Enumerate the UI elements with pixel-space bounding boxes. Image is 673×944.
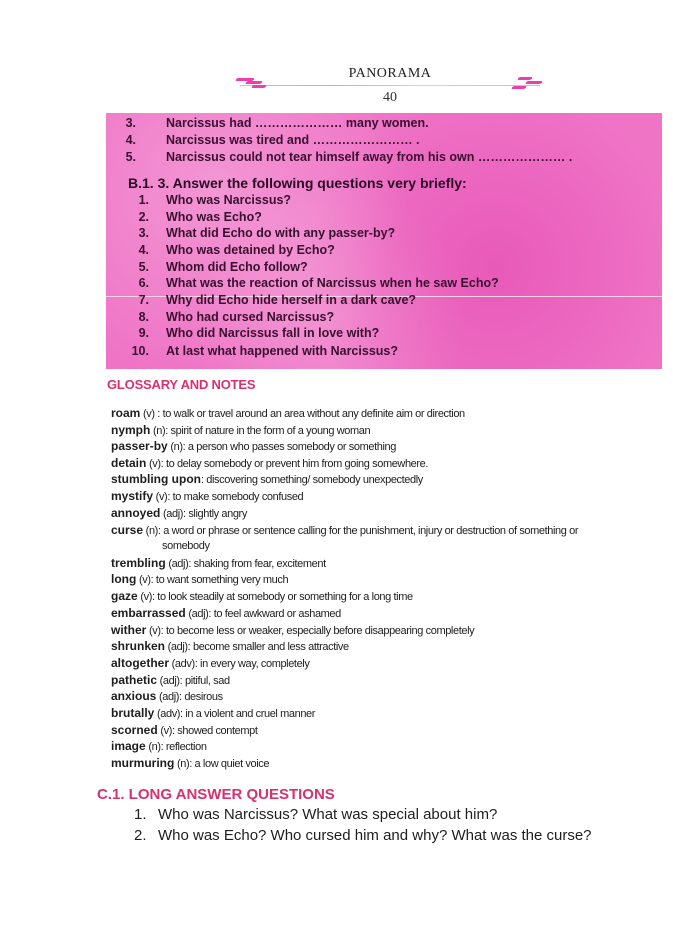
glossary-definition: (adj): slightly angry bbox=[160, 508, 247, 520]
question-number: 10. bbox=[131, 344, 149, 358]
glossary-definition-continuation: somebody bbox=[162, 540, 210, 552]
glossary-entry bbox=[111, 472, 423, 486]
glossary-entry bbox=[111, 739, 207, 753]
glossary-term: curse bbox=[111, 523, 144, 537]
question-number: 8. bbox=[138, 310, 149, 324]
question-text: What was the reaction of Narcissus when he saw Echo? bbox=[166, 276, 499, 290]
question-text: Who was Narcissus? What was special about him? bbox=[158, 806, 498, 823]
glossary-definition: (n): a low quiet voice bbox=[174, 758, 270, 770]
question-number: 6. bbox=[138, 276, 149, 290]
glossary-term: murmuring bbox=[111, 756, 175, 770]
glossary-term: altogether bbox=[111, 656, 170, 670]
question-text: Who was detained by Echo? bbox=[166, 243, 335, 257]
glossary-term: nymph bbox=[111, 423, 151, 437]
glossary-entry bbox=[111, 639, 349, 653]
question-text: At last what happened with Narcissus? bbox=[166, 344, 398, 358]
header-decoration-left bbox=[251, 85, 267, 88]
question-text: Who was Narcissus? bbox=[166, 193, 292, 207]
section-c-heading: C.1. LONG ANSWER QUESTIONS bbox=[97, 786, 335, 803]
glossary-entry bbox=[111, 506, 247, 520]
item-number: 3. bbox=[125, 116, 136, 130]
glossary-definition: (adv): in a violent and cruel manner bbox=[154, 708, 316, 720]
question-text: What did Echo do with any passer-by? bbox=[166, 226, 396, 240]
section-b-heading: B.1. 3. Answer the following questions very briefly: bbox=[128, 175, 467, 191]
item-number: 5. bbox=[125, 150, 136, 164]
glossary-term: detain bbox=[111, 456, 147, 470]
glossary-heading: GLOSSARY AND NOTES bbox=[107, 377, 256, 392]
glossary-entry bbox=[111, 406, 465, 420]
page-header bbox=[230, 62, 550, 112]
glossary-entry bbox=[111, 706, 315, 720]
glossary-definition: (n): reflection bbox=[145, 741, 207, 753]
glossary-definition: (adv): in every way, completely bbox=[169, 658, 310, 670]
glossary-entry bbox=[111, 423, 370, 437]
glossary-definition: (v) : to walk or travel around an area without any definite aim or direction bbox=[140, 408, 465, 420]
glossary-entry bbox=[111, 456, 428, 470]
question-number: 3. bbox=[138, 226, 149, 240]
glossary-entry bbox=[111, 489, 303, 503]
glossary-term: long bbox=[111, 572, 137, 586]
glossary-definition: (adj): desirous bbox=[156, 691, 223, 703]
question-number: 5. bbox=[138, 260, 149, 274]
glossary-definition: (v): to want something very much bbox=[136, 574, 289, 586]
glossary-definition: (n): spirit of nature in the form of a young woman bbox=[150, 425, 371, 437]
question-number: 4. bbox=[138, 243, 149, 257]
question-number: 7. bbox=[138, 293, 149, 307]
glossary-term: mystify bbox=[111, 489, 154, 503]
glossary-term: brutally bbox=[111, 706, 155, 720]
glossary-definition: (v): to delay somebody or prevent him from going somewhere. bbox=[146, 458, 429, 470]
item-text: Narcissus had ………………… many women. bbox=[166, 116, 429, 130]
glossary-definition: (v): showed contempt bbox=[157, 725, 258, 737]
glossary-term: stumbling upon bbox=[111, 472, 201, 486]
question-text: Who did Narcissus fall in love with? bbox=[166, 326, 380, 340]
book-title: PANORAMA bbox=[348, 66, 432, 81]
item-text: Narcissus could not tear himself away from his own ………………… . bbox=[166, 150, 573, 164]
glossary-entry bbox=[111, 723, 258, 737]
question-number: 2. bbox=[134, 827, 147, 844]
glossary-entry bbox=[111, 673, 230, 687]
glossary-definition: (adj): shaking from fear, excitement bbox=[165, 558, 326, 570]
glossary-term: passer-by bbox=[111, 439, 168, 453]
glossary-entry bbox=[111, 589, 413, 603]
glossary-definition: (adj): become smaller and less attractive bbox=[165, 641, 349, 653]
question-number: 1. bbox=[138, 193, 149, 207]
glossary-term: annoyed bbox=[111, 506, 161, 520]
item-number: 4. bbox=[125, 133, 136, 147]
header-decoration-right bbox=[511, 86, 527, 89]
page-number: 40 bbox=[383, 90, 397, 105]
question-text: Who was Echo? Who cursed him and why? What was the curse? bbox=[158, 827, 592, 844]
glossary-term: image bbox=[111, 739, 146, 753]
question-text: Who had cursed Narcissus? bbox=[166, 310, 335, 324]
glossary-definition: (n): a person who passes somebody or something bbox=[167, 441, 396, 453]
glossary-definition: (adj): pitiful, sad bbox=[157, 675, 230, 687]
glossary-entry bbox=[111, 572, 288, 586]
glossary-entry bbox=[111, 606, 341, 620]
glossary-definition: : discovering something/ somebody unexpectedly bbox=[200, 474, 423, 486]
question-text: Whom did Echo follow? bbox=[166, 260, 308, 274]
question-number: 9. bbox=[138, 326, 149, 340]
glossary-term: trembling bbox=[111, 556, 166, 570]
glossary-term: anxious bbox=[111, 689, 157, 703]
item-text: Narcissus was tired and …………………… . bbox=[166, 133, 420, 147]
question-text: Why did Echo hide herself in a dark cave? bbox=[166, 293, 417, 307]
question-number: 1. bbox=[134, 806, 147, 823]
glossary-term: gaze bbox=[111, 589, 138, 603]
glossary-entry bbox=[111, 523, 578, 537]
glossary-entry bbox=[111, 439, 396, 453]
glossary-term: roam bbox=[111, 406, 141, 420]
glossary-definition: (v): to make somebody confused bbox=[153, 491, 304, 503]
glossary-definition: (v): to look steadily at somebody or something for a long time bbox=[137, 591, 413, 603]
glossary-entry bbox=[111, 656, 309, 670]
question-text: Who was Echo? bbox=[166, 210, 262, 224]
glossary-definition: (v): to become less or weaker, especially before disappearing completely bbox=[146, 625, 475, 637]
glossary-entry bbox=[111, 623, 474, 637]
glossary-entry bbox=[111, 756, 269, 770]
glossary-entry bbox=[111, 556, 326, 570]
glossary-term: embarrassed bbox=[111, 606, 186, 620]
glossary-term: wither bbox=[111, 623, 147, 637]
glossary-term: scorned bbox=[111, 723, 158, 737]
glossary-definition: (n): a word or phrase or sentence calling for the punishment, injury or destruction of something or bbox=[143, 525, 579, 537]
glossary-term: pathetic bbox=[111, 673, 158, 687]
question-number: 2. bbox=[138, 210, 149, 224]
glossary-entry bbox=[111, 689, 223, 703]
header-divider bbox=[240, 85, 540, 86]
glossary-term: shrunken bbox=[111, 639, 166, 653]
glossary-definition: (adj): to feel awkward or ashamed bbox=[185, 608, 341, 620]
